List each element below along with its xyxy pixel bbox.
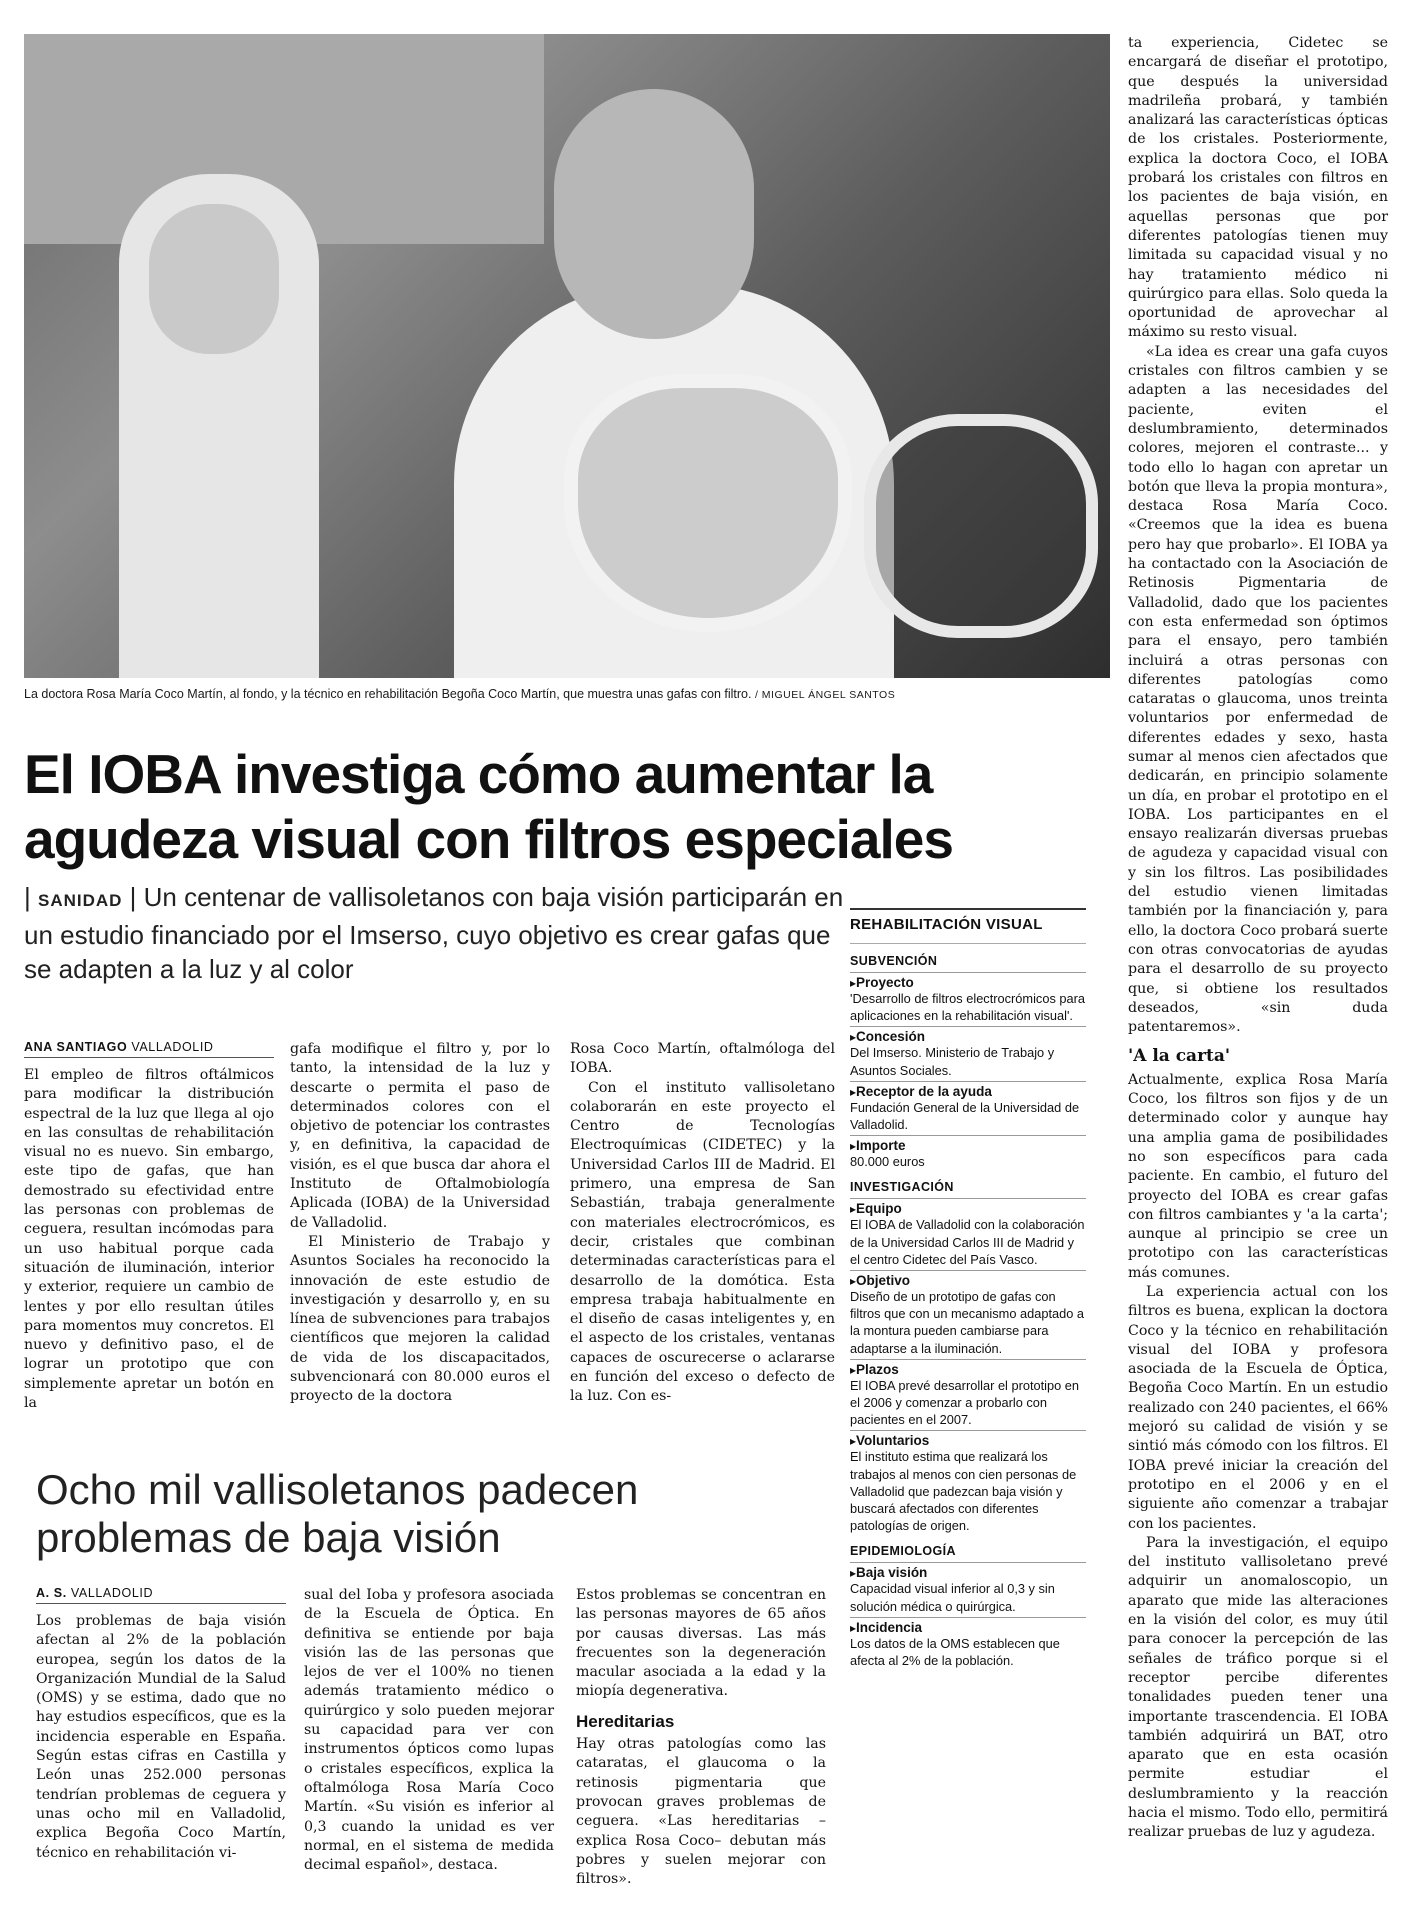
paragraph: Con el instituto vallisoletano colaborarán en este proyecto el Centro de Tecnologías Electroquímicas (CIDETEC) y la Universidad Carlos III de Madrid. El primero, una empresa de San Sebastián, trabaja generalmente con materiales electrocrómicos, es decir, cristales que combinan determinadas características para el desarrollo de la domótica. Esta empresa trabaja habitualmente en el diseño de casas inteligentes y, en el aspecto de los cristales, ventanas capaces de oscurecerse o aclararse en función del exceso o defecto de la luz. Con es- <box>570 1079 835 1405</box>
sidebar-section-heading: INVESTIGACIÓN <box>850 1180 954 1195</box>
paragraph: gafa modifique el filtro y, por lo tanto, la intensidad de la luz y descarte o permita el paso de determinados colores con el objetivo de potenciar los contrastes y, en definitiva, la capacidad de visión, es el que busca dar ahora el Instituto de Oftalmobiología Aplicada (IOBA) de la Universidad de Valladolid. <box>290 1041 550 1231</box>
photo-caption <box>24 685 1110 705</box>
paragraph: «La idea es crear una gafa cuyos cristales con filtros cambien y se adapten a las necesidades del paciente, eviten el deslumbramiento, determinados colores, mejoren el contraste... y todo ello lo hagan con apretar un botón que lleva la propia montura», destaca Rosa María Coco. «Creemos que la idea es buena pero hay que probarlo». El IOBA ya ha contactado con la Asociación de Retinosis Pigmentaria de Valladolid, dado que los pacientes con esta enfermedad son óptimos para el ensayo, pero también incluirá a otras personas con diferentes patologías como cataratas o glaucoma, unos treinta voluntarios por enfermedad de diferentes edades y sexo, hasta sumar al menos cien afectados que dedicarán, en principio solamente un día, en probar el prototipo en el IOBA. Los participantes en el ensayo realizarán diversas pruebas de agudeza y capacidad visual con y sin los filtros. Las posibilidades del estudio vienen limitadas también por la financiación y, para ello, la doctora Coco probará suerte con otras convocatorias de ayudas para el desarrollo de su proyecto que, si obtiene los resultados deseados, «sin duda patentaremos». <box>1128 343 1388 1036</box>
sidebar-item-text: El IOBA de Valladolid con la colaboración de la Universidad Carlos III de Madrid y el centro Cidetec del País Vasco. <box>850 1217 1085 1267</box>
sidebar-item-label: ▸ Plazos <box>850 1359 1086 1377</box>
sidebar-item-label: ▸ Incidencia <box>850 1617 1086 1635</box>
sidebar-item-text: Los datos de la OMS establecen que afecta al 2% de la población. <box>850 1635 1060 1669</box>
sidebar-item-label: ▸ Importe <box>850 1135 1086 1153</box>
paragraph: Hay otras patologías como las cataratas, el glaucoma o la retinosis pigmentaria que provocan graves problemas de ceguera. «Las hereditarias –explica Rosa Coco– debutan más pobres y suelen mejorar con filtros». <box>576 1736 826 1888</box>
paragraph: Para la investigación, el equipo del instituto vallisoletano prevé adquirir un anomaloscopio, un aparato que mide las alteraciones en la visión del color, es muy útil para conocer la percepción de las señales de tráfico porque si el receptor percibe diferentes tonalidades pueden tener una importante trascendencia. El IOBA también adquirirá un BAT, otro aparato que en esta ocasión permite estudiar el deslumbramiento y la reacción hacia el mismo. Todo ello, permitirá realizar pruebas de luz y agudeza. <box>1128 1534 1388 1841</box>
main-headline: El IOBA investiga cómo aumentar la agudeza visual con filtros especiales <box>24 743 953 870</box>
secondary-headline: Ocho mil vallisoletanos padecen problemas de baja visión <box>36 1466 639 1561</box>
article-column-3 <box>570 1040 835 1407</box>
subhead-text: Un centenar de vallisoletanos con baja visión participarán en un estudio financiado por el Imserso, cuyo objetivo es crear gafas que se adapten a la luz y al color <box>24 882 844 984</box>
paragraph: sual del Ioba y profesora asociada de la Escuela de Óptica. En definitiva se entiende por baja visión las de las personas que lejos de ver el 100% no tienen además tratamiento médico o quirúrgico y solo pueden mejorar su capacidad para ver con instrumentos ópticos como lupas o cristales específicos, explica la oftalmóloga Rosa María Coco Martín. «Su visión es inferior al 0,3 cuando la unidad es ver normal, en el sistema de medida decimal español», destaca. <box>304 1587 554 1874</box>
sidebar-title: REHABILITACIÓN VISUAL <box>850 910 1086 944</box>
photo-person-background-head <box>149 204 279 354</box>
secondary-byline <box>36 1586 286 1604</box>
paragraph: El Ministerio de Trabajo y Asuntos Sociales ha reconocido la innovación de este estudio de investigación y desarrollo y, en su línea de subvenciones para trabajos científicos que mejoren la calidad de vida de los discapacitados, subvencionará con 80.000 euros el proyecto de la doctora <box>290 1233 550 1405</box>
sidebar-item-label: ▸ Receptor de la ayuda <box>850 1081 1086 1099</box>
paragraph: El empleo de filtros oftálmicos para modificar la distribución espectral de la luz que llega al ojo en las consultas de rehabilitación visual no es nuevo. Sin embargo, este tipo de gafas, que han demostrado su efectividad entre las personas con problemas de ceguera, resultan incómodas para un uso habitual porque cada situación de iluminación, interior y exterior, requiere un cambio de lentes y por ello resultan útiles para momentos muy concretos. El nuevo y definitivo paso, el de lograr un prototipo que con simplemente apretar un botón en la <box>24 1067 274 1412</box>
byline-place: VALLADOLID <box>70 1586 154 1600</box>
section-label: SANIDAD <box>37 891 123 910</box>
sidebar-item-label: ▸ Proyecto <box>850 972 1086 990</box>
sidebar-item-text: Fundación General de la Universidad de Valladolid. <box>850 1099 1080 1133</box>
sidebar-item-label: ▸ Baja visión <box>850 1562 1086 1580</box>
byline-author: A. S. <box>36 1586 67 1600</box>
sidebar-item-label: ▸ Equipo <box>850 1198 1086 1216</box>
paragraph: Los problemas de baja visión afectan al 2% de la población europea, según los datos de la Organización Mundial de la Salud (OMS) y se estima, dado que no hay estudios específicos, que es la incidencia esperable en España. Según estas cifras en Castilla y León unas 252.000 personas tendrían problemas de ceguera y unas ocho mil en Valladolid, explica Begoña Coco Martín, técnico en rehabilitación vi- <box>36 1613 286 1861</box>
sidebar-item-label: ▸ Concesión <box>850 1026 1086 1044</box>
photo-glasses-right-lens <box>864 414 1098 638</box>
secondary-column-3 <box>576 1586 826 1889</box>
sidebar-item-text: Del Imserso. Ministerio de Trabajo y Asuntos Sociales. <box>850 1045 1055 1078</box>
photo-caption-text: La doctora Rosa María Coco Martín, al fondo, y la técnico en rehabilitación Begoña Coco Martín, que muestra unas gafas con filtro. <box>24 687 752 701</box>
paragraph: ta experiencia, Cidetec se encargará de diseñar el prototipo, que después la universidad madrileña probará, y también analizará las características ópticas de los cristales. Posteriormente, explica la doctora Coco, el IOBA probará los cristales con filtros en los pacientes de baja visión, en aquellas personas que por diferentes patologías tienen muy limitada su capacidad visual y no hay tratamiento médico ni quirúrgico para ellas. Solo queda la oportunidad de aprovechar al máximo su resto visual. <box>1128 35 1388 341</box>
paragraph: La experiencia actual con los filtros es buena, explican la doctora Coco y la técnico en rehabilitación visual del IOBA y profesora asociada de la Escuela de Óptica, Begoña Coco Martín. En un estudio realizado con 240 pacientes, el 66% mejoró su calidad de visión y se sintió más cómodo con los filtros. El IOBA prevé iniciar la creación del prototipo en el 2006 y en el siguiente año comenzar a trabajar con los pacientes. <box>1128 1284 1388 1532</box>
article-right-column <box>1128 34 1388 1843</box>
info-sidebar <box>850 908 1086 1671</box>
right-column-subhead: 'A la carta' <box>1128 1046 1231 1067</box>
sidebar-item-text: 'Desarrollo de filtros electrocrómicos para aplicaciones en la rehabilitación visual'. <box>850 991 1086 1024</box>
secondary-column-2 <box>304 1586 554 1875</box>
secondary-column-1 <box>36 1612 286 1863</box>
paragraph: Rosa Coco Martín, oftalmóloga del IOBA. <box>570 1041 835 1077</box>
sidebar-item-text: Diseño de un prototipo de gafas con filtros que con un mecanismo adaptado a la montura pueden cambiarse para adaptarse a la iluminación. <box>850 1289 1085 1356</box>
photo-glasses-left-lens <box>564 374 852 632</box>
paragraph: Estos problemas se concentran en las personas mayores de 65 años por causas diversas. Las más frecuentes son la degeneración macular asociada a la edad y la miopía degenerativa. <box>576 1587 826 1700</box>
article-byline <box>24 1040 274 1058</box>
byline-author: ANA SANTIAGO <box>24 1040 128 1054</box>
sidebar-item-text: El instituto estima que realizará los trabajos al menos con cien personas de Valladolid que padezcan baja visión y buscará afectados con diferentes patologías de origen. <box>850 1449 1077 1534</box>
sidebar-item-label: ▸ Objetivo <box>850 1270 1086 1288</box>
paragraph: Actualmente, explica Rosa María Coco, los filtros son fijos y de un determinado color y aunque hay una amplia gama de posibilidades no son específicos para cada paciente. En cambio, el futuro del proyecto del IOBA es crear gafas con filtros cambiantes y 'a la carta'; aunque al principio se cree un prototipo con las características más comunes. <box>1128 1071 1388 1281</box>
sidebar-section-heading: SUBVENCIÓN <box>850 954 938 968</box>
photo-person-foreground-head <box>554 89 754 339</box>
sidebar-item-label: ▸ Voluntarios <box>850 1430 1086 1448</box>
sidebar-item-text: 80.000 euros <box>850 1154 925 1170</box>
sidebar-section-heading: EPIDEMIOLOGÍA <box>850 1544 956 1559</box>
byline-place: VALLADOLID <box>131 1040 214 1054</box>
article-column-1 <box>24 1066 274 1413</box>
sidebar-item-text: El IOBA prevé desarrollar el prototipo en el 2006 y comenzar a probarlo con pacientes en el 2007. <box>850 1377 1080 1428</box>
secondary-subhead: Hereditarias <box>576 1711 675 1731</box>
article-column-2 <box>290 1040 550 1407</box>
main-subhead: | SANIDAD | Un centenar de vallisoletanos con baja visión participarán en un estudio financiado por el Imserso, cuyo objetivo es crear gafas que se adapten a la luz y al color <box>24 882 844 984</box>
article-photo <box>24 34 1110 678</box>
sidebar-item-text: Capacidad visual inferior al 0,3 y sin solución médica o quirúrgica. <box>850 1581 1055 1614</box>
photo-credit: / MIGUEL ÁNGEL SANTOS <box>754 689 896 701</box>
